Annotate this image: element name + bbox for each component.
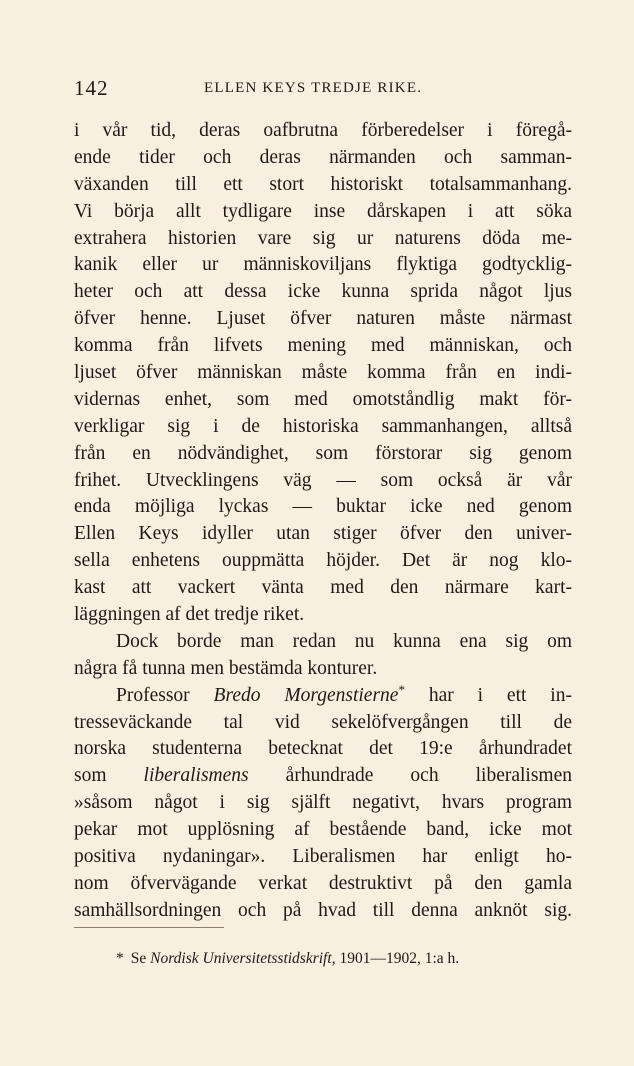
- footnote-divider: [74, 927, 224, 928]
- text-segment: som: [74, 765, 144, 787]
- footnote-reference[interactable]: *: [398, 681, 405, 697]
- footnote-text: Se: [130, 950, 151, 967]
- text-line: från en nödvändighet, som förstorar sig genom: [74, 442, 572, 464]
- person-name: Bredo Morgenstierne: [213, 684, 399, 706]
- text-segment: århundrade och liberalismen: [248, 765, 572, 787]
- footnote-text: , 1901—1902, 1:a h.: [331, 950, 460, 967]
- text-line: verkligar sig i de historiska sammanhangen, alltså: [74, 415, 572, 437]
- text-line: extrahera historien vare sig ur naturens döda me-: [74, 227, 572, 249]
- paragraph-3-line: [74, 763, 572, 790]
- paragraph-3-line: tresseväckande tal vid sekelöfvergången till de: [74, 711, 572, 733]
- text-line: heter och att dessa icke kunna sprida något ljus: [74, 281, 572, 303]
- paragraph-3-line: »såsom något i sig själft negativt, hvars program: [74, 792, 572, 814]
- text-line: i vår tid, deras oafbrutna förberedelser i föregå-: [74, 120, 572, 141]
- text-line: växanden till ett stort historiskt totalsammanhang.: [74, 173, 572, 195]
- text-line: Vi börja allt tydligare inse dårskapen i att söka: [74, 200, 572, 222]
- footnote: [116, 950, 459, 968]
- text-line: sella enhetens ouppmätta höjder. Det är nog klo-: [74, 550, 572, 572]
- emphasized-term: liberalismens: [143, 765, 249, 787]
- text-segment: Professor: [116, 684, 214, 706]
- text-segment: har i ett in-: [404, 684, 572, 706]
- text-line: ljuset öfver människan måste komma från en indi-: [74, 362, 572, 384]
- paragraph-3-line: [74, 683, 572, 710]
- paragraph-3-line: nom öfvervägande verkat destruktivt på den gamla: [74, 872, 572, 894]
- text-line: enda möjliga lyckas — buktar icke ned genom: [74, 496, 572, 518]
- journal-title: Nordisk Universitetsstidskrift: [150, 950, 332, 967]
- text-line: läggningen af det tredje riket.: [74, 604, 305, 626]
- text-line: ende tider och deras närmanden och samman-: [74, 146, 572, 168]
- page-number: 142: [74, 76, 109, 100]
- text-line: Ellen Keys idyller utan stiger öfver den univer-: [74, 523, 572, 545]
- paragraph-3-line: positiva nydaningar». Liberalismen har enligt ho-: [74, 846, 572, 868]
- paragraph-2-line: några få tunna men bestämda konturer.: [74, 657, 378, 679]
- paragraph-2-line: Dock borde man redan nu kunna ena sig om: [116, 630, 572, 652]
- text-line: frihet. Utvecklingens väg — som också är vår: [74, 469, 572, 491]
- running-head: [74, 76, 572, 100]
- paragraph-3-line: norska studenterna betecknat det 19:e århundradet: [74, 738, 572, 760]
- footnote-mark: *: [116, 950, 124, 967]
- text-line: komma från lifvets mening med människan, och: [74, 335, 572, 357]
- text-line: kast att vackert vänta med den närmare kart-: [74, 577, 572, 599]
- text-line: kanik eller ur människoviljans flyktiga godtycklig-: [74, 254, 572, 276]
- body-text: [74, 118, 572, 925]
- text-line: öfver henne. Ljuset öfver naturen måste närmast: [74, 308, 572, 330]
- paragraph-3-line: samhällsordningen och på hvad till denna anknöt sig.: [74, 899, 572, 921]
- text-line: vidernas enhet, som med omotståndlig makt för-: [74, 388, 572, 410]
- paragraph-3-line: pekar mot upplösning af bestående band, icke mot: [74, 819, 572, 841]
- running-title: ELLEN KEYS TREDJE RIKE.: [204, 80, 423, 96]
